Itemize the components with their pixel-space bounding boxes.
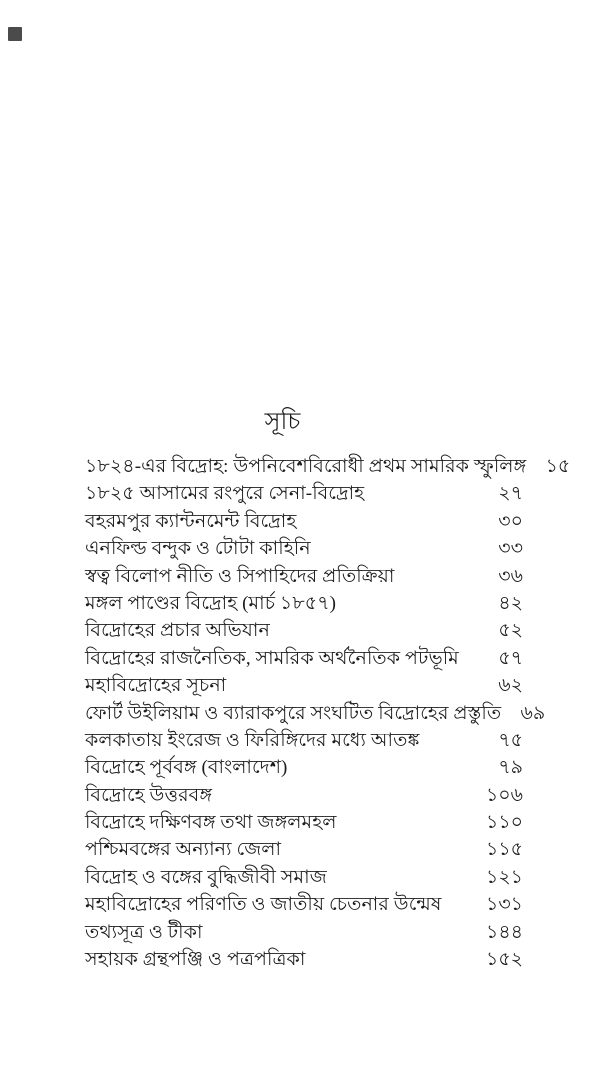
- toc-row-page-number: ১৫: [545, 456, 571, 477]
- toc-row: [85, 754, 523, 781]
- toc-row-title: সহায়ক গ্রন্থপঞ্জি ও পত্রপত্রিকা: [85, 949, 306, 971]
- toc-row-page-number: ৫২: [498, 620, 523, 642]
- toc-row: [85, 891, 523, 918]
- toc-row: [85, 563, 523, 590]
- toc-list: [85, 453, 571, 973]
- toc-row-title: বহরমপুর ক্যান্টনমেন্ট বিদ্রোহ: [85, 510, 297, 532]
- toc-row-title: মহাবিদ্রোহের সূচনা: [85, 675, 227, 697]
- toc-row: [85, 535, 523, 562]
- toc-row-title: ১৮২৪-এর বিদ্রোহ: উপনিবেশবিরোধী প্রথম সামরিক স্ফুলিঙ্গ: [85, 456, 527, 477]
- scan-artifact-square: [8, 27, 22, 41]
- toc-row-page-number: ১৩১: [485, 894, 523, 916]
- toc-row-title: এনফিল্ড বন্দুক ও টোটা কাহিনি: [85, 538, 311, 560]
- toc-row-page-number: ৩৬: [498, 565, 523, 587]
- toc-row-page-number: ১৫২: [485, 949, 523, 971]
- toc-row-page-number: ১১৫: [486, 839, 523, 861]
- toc-row: [85, 617, 523, 644]
- toc-row-page-number: ১৪৪: [486, 921, 523, 943]
- toc-row: [85, 672, 523, 699]
- toc-row-title: বিদ্রোহে উত্তরবঙ্গ: [85, 784, 213, 806]
- toc-row-title: বিদ্রোহ ও বঙ্গের বুদ্ধিজীবী সমাজ: [85, 866, 327, 888]
- toc-row-page-number: ১২১: [485, 866, 523, 888]
- toc-heading: সূচি: [264, 409, 301, 435]
- toc-row: [85, 919, 523, 946]
- toc-row-page-number: ৩৩: [498, 538, 523, 560]
- toc-row-title: মহাবিদ্রোহের পরিণতি ও জাতীয় চেতনার উন্মেষ: [85, 894, 442, 916]
- toc-row: [85, 700, 546, 727]
- toc-row-page-number: ৬২: [498, 675, 523, 697]
- toc-row-title: বিদ্রোহের রাজনৈতিক, সামরিক অর্থনৈতিক পটভূমি: [85, 647, 459, 669]
- toc-row: [85, 480, 523, 507]
- toc-row-page-number: ৬৯: [520, 702, 546, 724]
- toc-row-page-number: ৭৯: [498, 757, 523, 779]
- toc-row-title: বিদ্রোহের প্রচার অভিযান: [85, 620, 270, 642]
- toc-row: [85, 727, 523, 754]
- toc-row: [85, 590, 523, 617]
- toc-row-page-number: ৩০: [498, 510, 523, 532]
- toc-row-title: মঙ্গল পাণ্ডের বিদ্রোহ (মার্চ ১৮৫৭): [85, 592, 337, 614]
- toc-row-page-number: ১০৬: [485, 784, 523, 806]
- toc-row: [85, 809, 523, 836]
- toc-row-title: বিদ্রোহে পূর্ববঙ্গ (বাংলাদেশ): [85, 757, 288, 779]
- toc-row: [85, 453, 571, 480]
- toc-row-title: পশ্চিমবঙ্গের অন্যান্য জেলা: [85, 839, 282, 861]
- toc-row-page-number: ৪২: [498, 592, 523, 614]
- toc-row-page-number: ৭৫: [498, 729, 523, 751]
- toc-row: [85, 946, 523, 973]
- toc-row-page-number: ২৭: [498, 483, 523, 505]
- toc-row: [85, 645, 523, 672]
- toc-row-title: ফোর্ট উইলিয়াম ও ব্যারাকপুরে সংঘটিত বিদ্রোহের প্রস্তুতি: [85, 702, 502, 724]
- toc-content: [85, 406, 571, 973]
- toc-row: [85, 864, 523, 891]
- toc-row: [85, 782, 523, 809]
- toc-row-page-number: ৫৭: [498, 647, 523, 669]
- toc-row: [85, 508, 523, 535]
- toc-row: [85, 836, 523, 863]
- toc-row-title: তথ্যসূত্র ও টীকা: [85, 921, 203, 943]
- toc-row-title: কলকাতায় ইংরেজ ও ফিরিঙ্গিদের মধ্যে আতঙ্ক: [85, 729, 420, 751]
- toc-row-title: স্বত্ব বিলোপ নীতি ও সিপাহিদের প্রতিক্রিয়া: [85, 565, 395, 587]
- toc-row-page-number: ১১০: [485, 812, 523, 834]
- toc-row-title: বিদ্রোহে দক্ষিণবঙ্গ তথা জঙ্গলমহল: [85, 812, 337, 834]
- toc-row-title: ১৮২৫ আসামের রংপুরে সেনা-বিদ্রোহ: [85, 483, 365, 505]
